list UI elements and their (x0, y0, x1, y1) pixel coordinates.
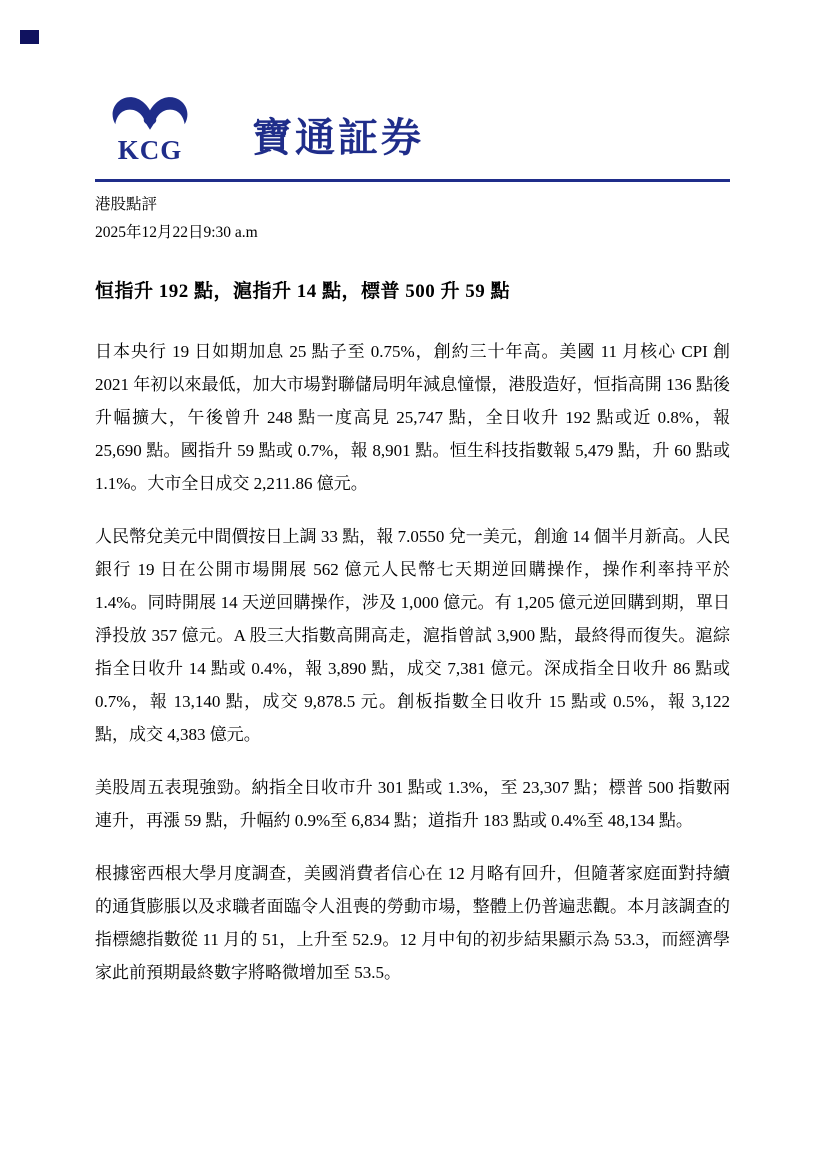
kcg-logo (106, 84, 194, 164)
body-paragraph-2: 人民幣兌美元中間價按日上調 33 點，報 7.0550 兌一美元，創逾 14 個半月新高。人民銀行 19 日在公開市場開展 562 億元人民幣七天期逆回購操作，操作利率持平於 1.4%。同時開展 14 天逆回購操作，涉及 1,000 億元。有 1,205 億元逆回購到期，單日淨投放 357 億元。A 股三大指數高開高走，滬指曾試 3,900 點，最終得而復失。滬綜指全日收升 14 點或 0.4%，報 3,890 點，成交 7,381 億元。深成指全日收升 86 點或 0.7%，報 13,140 點，成交 9,878.5 元。創板指數全日收升 15 點或 0.5%，報 3,122 點，成交 4,383 億元。 (95, 527, 730, 745)
section-label: 港股點評 (95, 196, 158, 213)
article-body (0, 305, 826, 989)
meta-block (0, 182, 826, 247)
bull-icon (107, 84, 193, 136)
body-paragraph-4: 根據密西根大學月度調查，美國消費者信心在 12 月略有回升，但隨著家庭面對持續的通貨膨脹以及求職者面臨令人沮喪的勞動市場，整體上仍普遍悲觀。本月該調查的指標總指數從 11 月的 51，上升至 52.9。12 月中旬的初步結果顯示為 53.3，而經濟學家此前預期最終數字將略微增加至 53.5。 (95, 864, 730, 983)
date-line: 2025年12月22日9:30 a.m (95, 223, 258, 241)
logo-text: KCG (117, 135, 183, 165)
body-paragraph-3: 美股周五表現強勁。納指全日收市升 301 點或 1.3%，至 23,307 點；標普 500 指數兩連升，再漲 59 點，升幅約 0.9%至 6,834 點；道指升 183 點或 0.4%至 48,134 點。 (95, 778, 730, 831)
body-paragraph-1: 日本央行 19 日如期加息 25 點子至 0.75%，創約三十年高。美國 11 月核心 CPI 創 2021 年初以來最低，加大市場對聯儲局明年減息憧憬，港股造好，恒指高開 136 點後升幅擴大，午後曾升 248 點一度高見 25,747 點，全日收升 192 點或近 0.8%，報 25,690 點。國指升 59 點或 0.7%，報 8,901 點。恒生科技指數報 5,479 點，升 60 點或 1.1%。大市全日成交 2,211.86 億元。 (95, 342, 730, 494)
corner-mark (20, 30, 39, 44)
company-title: 寶通証券 (252, 115, 424, 160)
document-header (0, 0, 826, 164)
article-headline: 恒指升 192 點，滬指升 14 點，標普 500 升 59 點 (95, 280, 511, 302)
